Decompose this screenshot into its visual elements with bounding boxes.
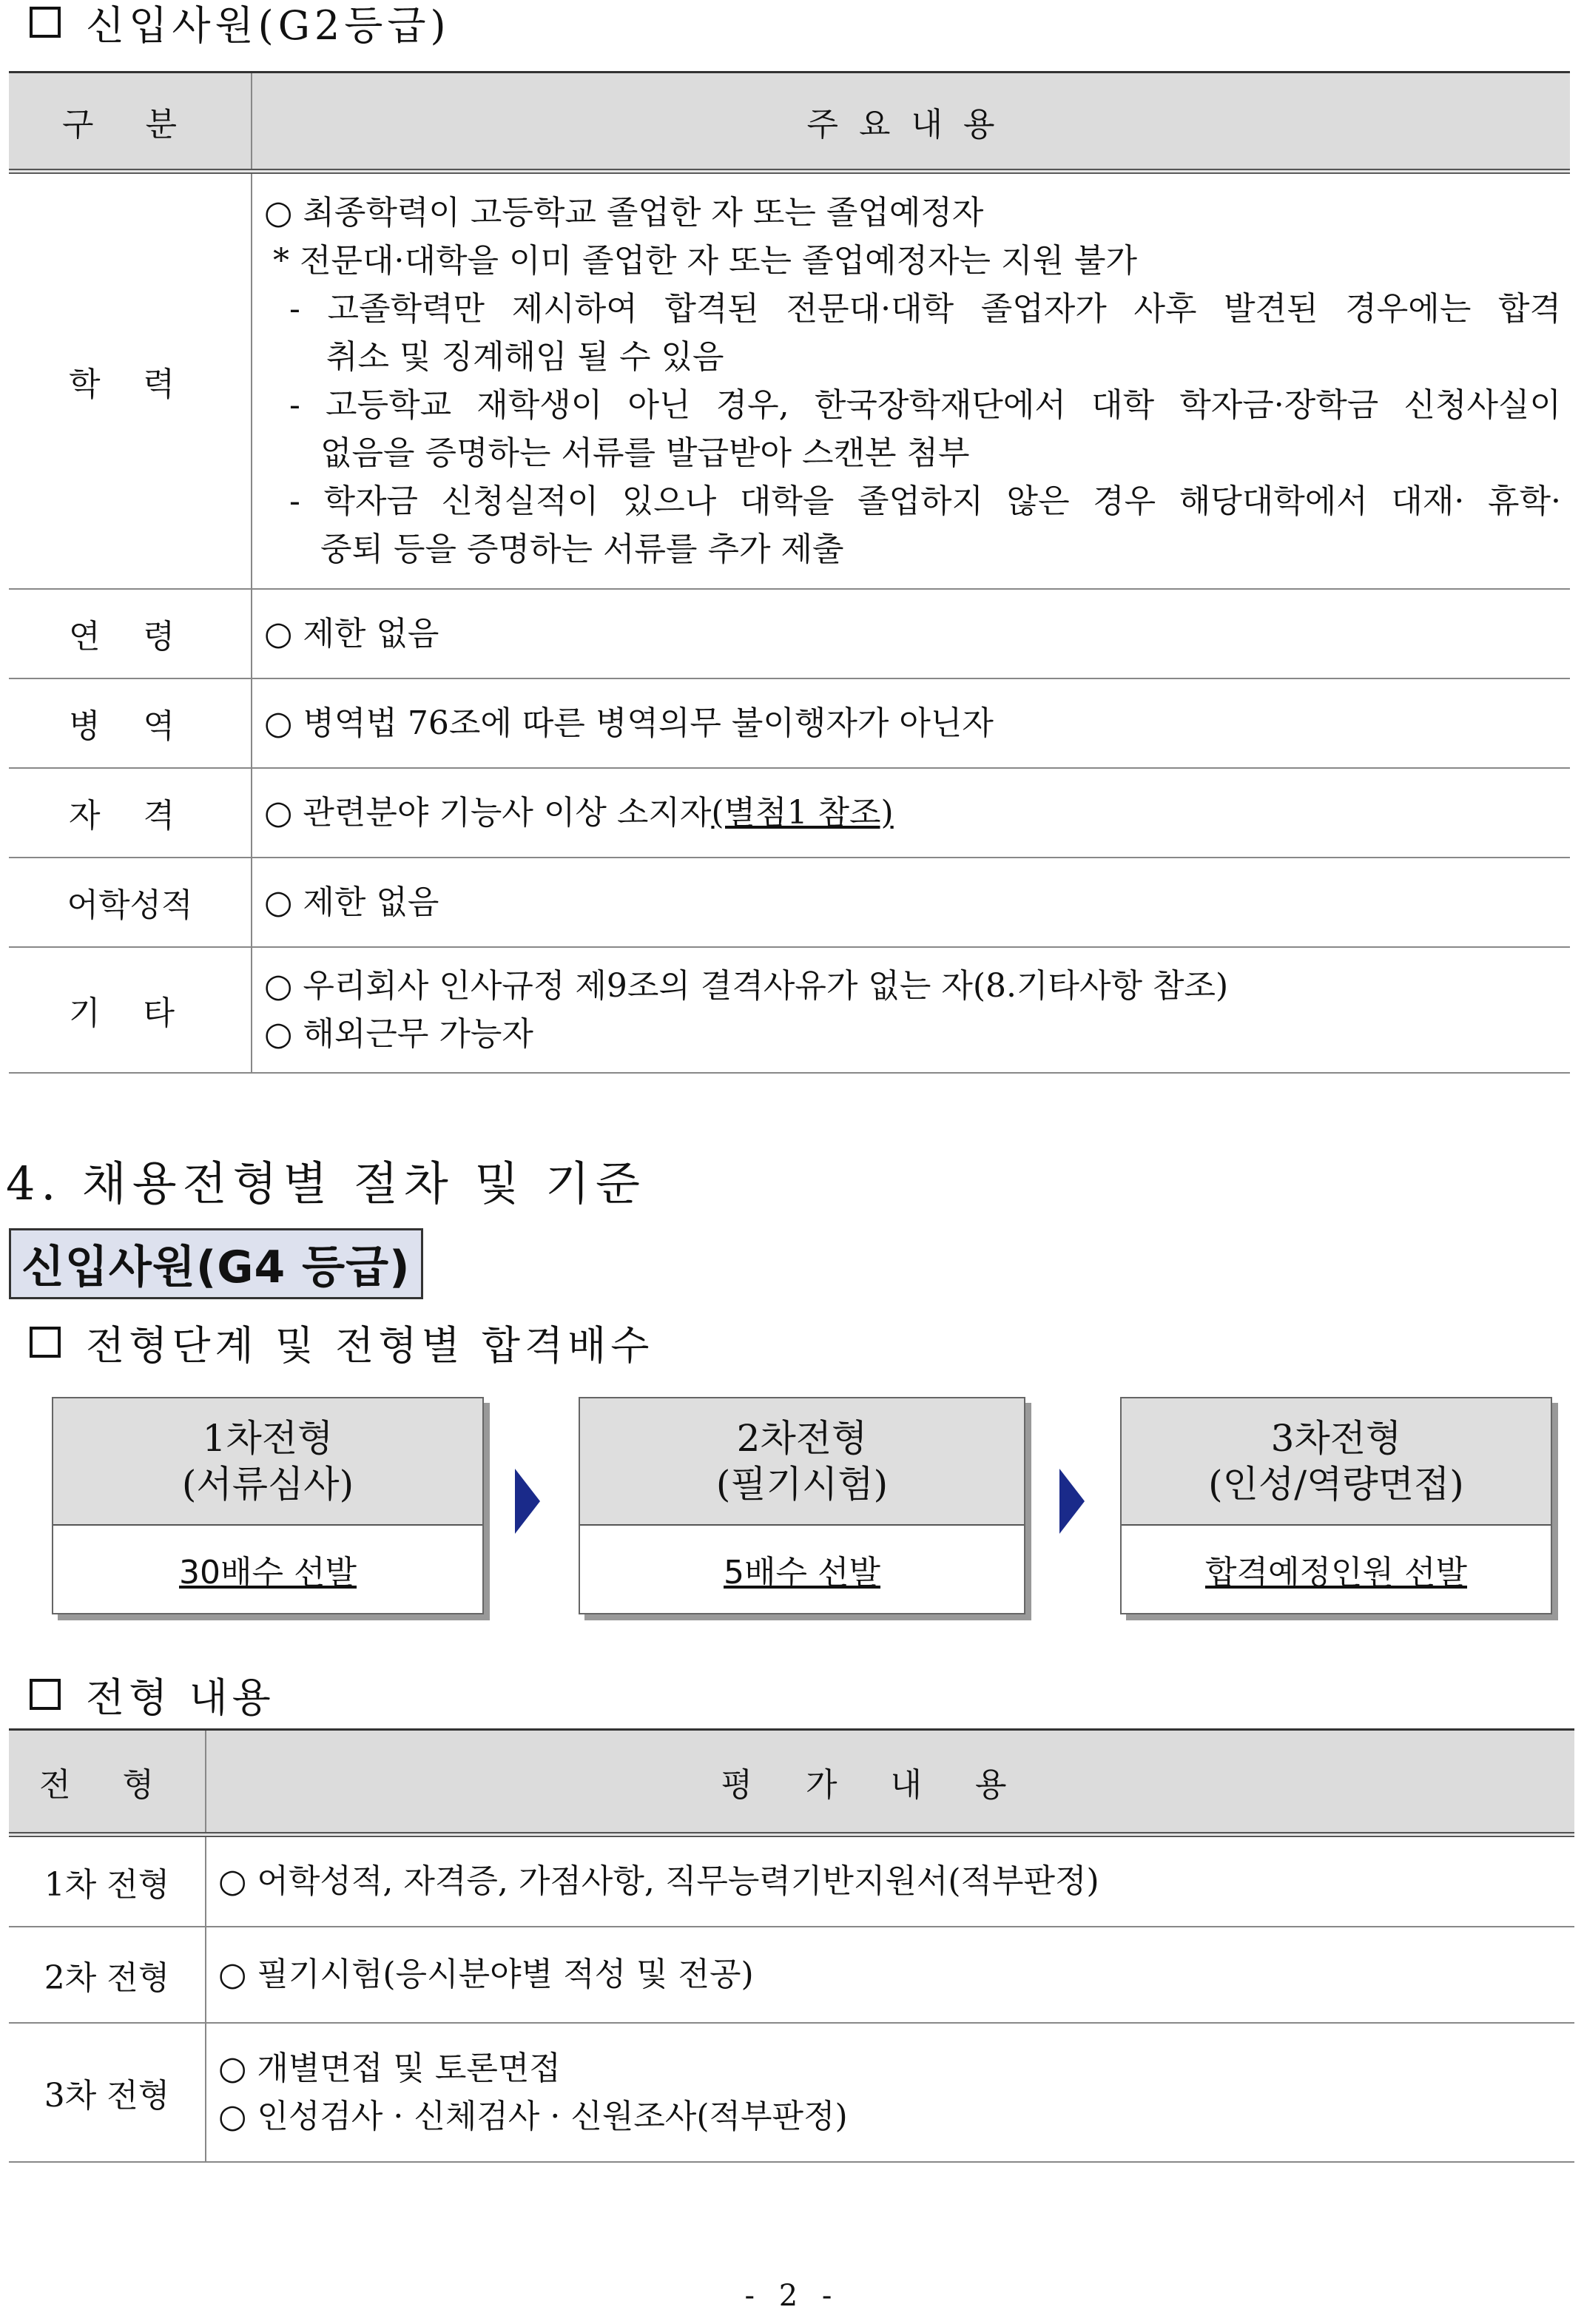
header-category: 구 분	[9, 73, 252, 172]
age-text: ○ 제한 없음	[264, 614, 439, 653]
checkbox-icon	[30, 7, 61, 38]
label-qualification: 자 격	[9, 768, 252, 858]
content-qualification	[252, 768, 1570, 858]
education-line-3: - 고졸학력만 제시하여 합격된 전문대·대학 졸업자가 사후 발견된 경우에는 합격	[289, 289, 1561, 328]
g4-badge: 신입사원(G4 등급)	[9, 1228, 423, 1299]
attachment-link[interactable]: (별첨1 참조)	[711, 793, 894, 832]
stages-title-text: 전형단계 및 전형별 합격배수	[86, 1321, 654, 1369]
label-stage-3: 3차 전형	[9, 2023, 206, 2162]
stage-1-eval: ○ 어학성적, 자격증, 가점사항, 직무능력기반지원서(적부판정)	[218, 1862, 1099, 1901]
label-stage-1: 1차 전형	[9, 1835, 206, 1927]
content-stage-3	[206, 2023, 1574, 2162]
stage-2-result: 5배수 선발	[580, 1526, 1024, 1613]
education-line-8: 중퇴 등을 증명하는 서류를 추가 제출	[320, 530, 844, 568]
stage-3-result: 합격예정인원 선발	[1122, 1526, 1551, 1613]
label-age: 연 령	[9, 589, 252, 678]
g2-table-header	[9, 73, 1570, 172]
label-education: 학 력	[9, 172, 252, 589]
stage-1-header	[53, 1398, 482, 1526]
page-number: - 2 -	[744, 2279, 840, 2313]
content-education	[252, 172, 1570, 589]
content-title	[30, 1671, 275, 1721]
education-line-1: ○ 최종학력이 고등학교 졸업한 자 또는 졸업예정자	[264, 193, 984, 232]
label-etc: 기 타	[9, 947, 252, 1073]
content-table-header	[9, 1730, 1574, 1835]
education-line-5: - 고등학교 재학생이 아닌 경우, 한국장학재단에서 대학 학자금·장학금 신청사실이	[289, 385, 1561, 424]
content-stage-2	[206, 1927, 1574, 2023]
stage-3-name: 3차전형	[1270, 1417, 1402, 1460]
stage-1-type: (서류심사)	[181, 1463, 354, 1506]
g2-title-text: 신입사원(G2등급)	[86, 1, 451, 49]
row-stage-1	[9, 1835, 1574, 1927]
stages-title	[30, 1318, 654, 1369]
content-etc	[252, 947, 1570, 1073]
stage-1-name: 1차전형	[202, 1417, 334, 1460]
education-line-2: * 전문대·대학을 이미 졸업한 자 또는 졸업예정자는 지원 불가	[273, 241, 1137, 280]
header-content: 주요내용	[252, 73, 1570, 172]
stage-1-box	[52, 1397, 484, 1614]
stage-2-eval: ○ 필기시험(응시분야별 적성 및 전공)	[218, 1956, 754, 1993]
label-stage-2: 2차 전형	[9, 1927, 206, 2023]
row-military	[9, 678, 1570, 768]
row-age	[9, 589, 1570, 678]
stage-1-result: 30배수 선발	[53, 1526, 482, 1613]
checkbox-icon	[30, 1327, 61, 1358]
education-line-7: - 학자금 신청실적이 있으나 대학을 졸업하지 않은 경우 해당대학에서 대재· 휴학·	[289, 482, 1561, 520]
content-title-text: 전형 내용	[86, 1674, 275, 1721]
g2-requirements-table	[9, 71, 1570, 1074]
row-qualification	[9, 768, 1570, 858]
military-text: ○ 병역법 76조에 따른 병역의무 불이행자가 아닌자	[264, 704, 994, 742]
stage-3-eval-2: ○ 인성검사 · 신체검사 · 신원조사(적부판정)	[218, 2097, 848, 2135]
stage-3-type: (인성/역량면접)	[1208, 1463, 1464, 1506]
stage-3-eval-1: ○ 개별면접 및 토론면접	[218, 2049, 561, 2087]
row-stage-3	[9, 2023, 1574, 2162]
etc-line-1: ○ 우리회사 인사규정 제9조의 결격사유가 없는 자(8.기타사항 참조)	[264, 966, 1229, 1005]
arrow-right-icon	[1059, 1469, 1085, 1534]
stage-3-header	[1122, 1398, 1551, 1526]
etc-line-2: ○ 해외근무 가능자	[264, 1014, 533, 1053]
stage-2-name: 2차전형	[736, 1417, 868, 1460]
stage-content-table	[9, 1728, 1574, 2163]
header-evaluation: 평가내용	[206, 1730, 1574, 1835]
stage-2-type: (필기시험)	[715, 1463, 889, 1506]
qualification-text: ○ 관련분야 기능사 이상 소지자	[264, 793, 712, 832]
section4-heading: 4. 채용전형별 절차 및 기준	[6, 1156, 646, 1210]
label-military: 병 역	[9, 678, 252, 768]
content-language	[252, 858, 1570, 947]
g2-section-title	[30, 0, 451, 49]
row-etc	[9, 947, 1570, 1073]
label-language: 어학성적	[9, 858, 252, 947]
education-line-4: 취소 및 징계해임 될 수 있음	[326, 337, 724, 376]
arrow-right-icon	[515, 1469, 540, 1534]
content-stage-1	[206, 1835, 1574, 1927]
education-line-6: 없음을 증명하는 서류를 발급받아 스캔본 첨부	[320, 434, 970, 472]
stage-2-box	[579, 1397, 1025, 1614]
content-military	[252, 678, 1570, 768]
row-education	[9, 172, 1570, 589]
stage-2-header	[580, 1398, 1024, 1526]
row-language	[9, 858, 1570, 947]
stage-3-box	[1120, 1397, 1552, 1614]
row-stage-2	[9, 1927, 1574, 2023]
header-stage: 전 형	[9, 1730, 206, 1835]
content-age	[252, 589, 1570, 678]
checkbox-icon	[30, 1679, 61, 1710]
language-text: ○ 제한 없음	[264, 883, 439, 921]
